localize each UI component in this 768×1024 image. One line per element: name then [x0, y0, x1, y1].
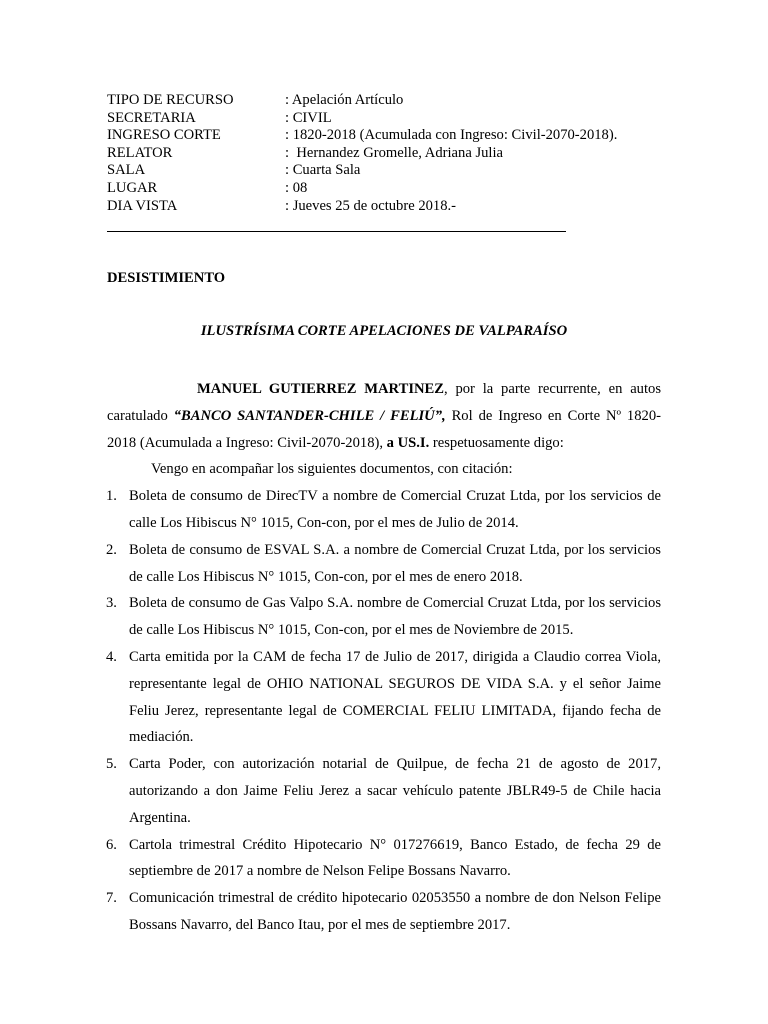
header-row: [107, 145, 617, 163]
document-title: DESISTIMIENTO: [107, 270, 226, 286]
case-caption: “BANCO SANTANDER-CHILE / FELIÚ”,: [173, 407, 446, 424]
party-name: MANUEL GUTIERREZ MARTINEZ: [197, 381, 445, 397]
list-number: 3.: [106, 595, 117, 612]
list-text: Boleta de consumo de Gas Valpo S.A. nombre de Comercial Cruzat Ltda, por los servicios de calle Los Hibiscus N° 1015, Con-con, por el mes de Noviembre de 2015.: [129, 595, 661, 639]
header-value: : Jueves 25 de octubre 2018.-: [285, 197, 457, 214]
list-text: Cartola trimestral Crédito Hipotecario N° 017276619, Banco Estado, de fecha 29 de septiembre de 2017 a nombre de Nelson Felipe Bossans Navarro.: [129, 836, 661, 880]
list-item: [107, 590, 661, 644]
header-row: [107, 110, 617, 128]
list-item: [107, 537, 661, 591]
header-label: SALA: [107, 162, 146, 179]
list-text: Carta emitida por la CAM de fecha 17 de Julio de 2017, dirigida a Claudio correa Viola, representante legal de OHIO NATIONAL SEGUROS DE VIDA S.A. y el señor Jaime Feliu Jerez, representante legal de COMERCIAL FELIU LIMITADA, fijando fecha de mediación.: [129, 648, 661, 746]
list-number: 1.: [106, 488, 117, 505]
documents-list: [107, 483, 661, 939]
list-item: [107, 832, 661, 886]
header-row: [107, 92, 617, 110]
header-row: [107, 180, 617, 198]
header-label: INGRESO CORTE: [107, 127, 221, 144]
header-value: : Apelación Artículo: [285, 92, 404, 108]
header-label: RELATOR: [107, 144, 173, 161]
intro-text: , por la parte recurrente, en autos caratulado: [107, 381, 661, 424]
header-value: : 1820-2018 (Acumulada con Ingreso: Civil-2070-2018).: [285, 127, 618, 144]
list-item: [107, 751, 661, 831]
intro-text: Rol de Ingreso en Corte Nº 1820-2018 (Acumulada a Ingreso: Civil-2070-2018),: [107, 407, 661, 451]
header-value: : Hernandez Gromelle, Adriana Julia: [285, 144, 504, 161]
header-row: [107, 162, 617, 180]
header-label: SECRETARIA: [107, 109, 196, 126]
separator-line: [107, 231, 566, 232]
list-number: 7.: [106, 890, 117, 907]
header-row: [107, 198, 617, 216]
list-item: [107, 885, 661, 939]
header-label: TIPO DE RECURSO: [107, 92, 234, 108]
list-text: Boleta de consumo de ESVAL S.A. a nombre de Comercial Cruzat Ltda, por los servicios de calle Los Hibiscus N° 1015, Con-con, por el mes de enero 2018.: [129, 541, 661, 585]
header-value: : 08: [285, 179, 308, 196]
header-value: : CIVIL: [285, 109, 332, 126]
list-text: Boleta de consumo de DirecTV a nombre de Comercial Cruzat Ltda, por los servicios de calle Los Hibiscus N° 1015, Con-con, por el mes de Julio de 2014.: [129, 488, 661, 531]
addressee-abbrev: a US.I.: [386, 434, 430, 451]
header-label: DIA VISTA: [107, 197, 178, 214]
header-label: LUGAR: [107, 179, 158, 196]
document-body: [107, 376, 661, 939]
header-row: [107, 127, 617, 145]
list-number: 5.: [106, 756, 117, 773]
header-value: : Cuarta Sala: [285, 162, 361, 179]
list-text: Comunicación trimestral de crédito hipotecario 02053550 a nombre de don Nelson Felipe Bossans Navarro, del Banco Itau, por el mes de septiembre 2017.: [129, 890, 661, 933]
list-item: [107, 644, 661, 751]
case-header: [107, 92, 617, 215]
list-item: [107, 483, 661, 537]
list-number: 6.: [106, 836, 117, 853]
court-addressee: ILUSTRÍSIMA CORTE APELACIONES DE VALPARAÍSO: [200, 323, 568, 339]
lead-sentence: Vengo en acompañar los siguientes documentos, con citación:: [151, 461, 513, 478]
list-text: Carta Poder, con autorización notarial de Quilpue, de fecha 21 de agosto de 2017, autorizando a don Jaime Feliu Jerez a sacar vehículo patente JBLR49-5 de Chile hacia Argentina.: [129, 756, 661, 826]
intro-text: respetuosamente digo:: [429, 434, 564, 451]
list-number: 2.: [106, 541, 117, 558]
intro-paragraph: [107, 376, 661, 456]
list-number: 4.: [106, 648, 117, 665]
